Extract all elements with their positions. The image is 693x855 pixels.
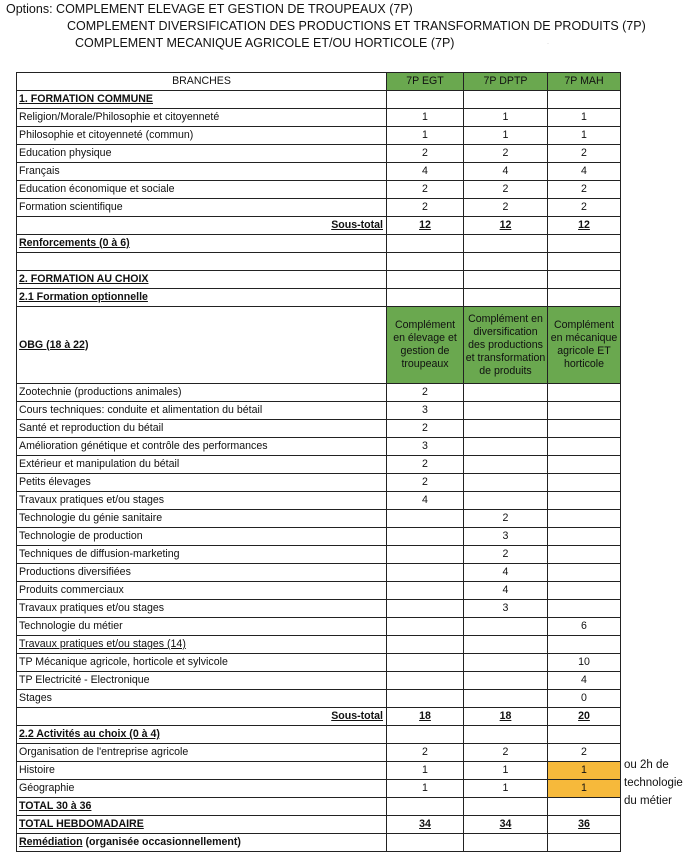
table-cell bbox=[464, 402, 548, 420]
table-cell: Géographie bbox=[17, 780, 387, 798]
table-cell: Travaux pratiques et/ou stages (14) bbox=[17, 636, 387, 654]
subtotal-label: Sous-total bbox=[17, 217, 387, 235]
section-row bbox=[17, 289, 621, 307]
table-cell bbox=[464, 91, 548, 109]
table-cell: Education économique et sociale bbox=[17, 181, 387, 199]
side-note-1: ou 2h de bbox=[624, 759, 669, 771]
table-cell bbox=[464, 690, 548, 708]
table-row bbox=[17, 636, 621, 654]
table-row bbox=[17, 600, 621, 618]
table-cell bbox=[387, 271, 464, 289]
table-row bbox=[17, 492, 621, 510]
table-cell bbox=[548, 438, 621, 456]
table-cell: 2 bbox=[548, 199, 621, 217]
section-row bbox=[17, 235, 621, 253]
table-cell bbox=[548, 726, 621, 744]
table-cell: Santé et reproduction du bétail bbox=[17, 420, 387, 438]
table-cell bbox=[387, 235, 464, 253]
table-cell bbox=[548, 384, 621, 402]
table-cell: 12 bbox=[387, 217, 464, 235]
table-cell: 2 bbox=[464, 181, 548, 199]
table-row bbox=[17, 672, 621, 690]
side-note-2: technologie bbox=[624, 777, 683, 789]
table-cell bbox=[387, 582, 464, 600]
table-cell: 20 bbox=[548, 708, 621, 726]
table-cell: Amélioration génétique et contrôle des performances bbox=[17, 438, 387, 456]
branches-header: BRANCHES bbox=[17, 73, 387, 91]
table-cell bbox=[548, 834, 621, 852]
table-row bbox=[17, 780, 621, 798]
renforcements-title: Renforcements (0 à 6) bbox=[17, 235, 387, 253]
table-cell bbox=[464, 492, 548, 510]
table-cell bbox=[387, 654, 464, 672]
table-cell bbox=[464, 420, 548, 438]
table-row bbox=[17, 384, 621, 402]
table-cell: 12 bbox=[548, 217, 621, 235]
table-cell bbox=[387, 726, 464, 744]
table-row bbox=[17, 546, 621, 564]
table-cell: 4 bbox=[464, 582, 548, 600]
table-cell bbox=[464, 654, 548, 672]
table-cell: 4 bbox=[464, 564, 548, 582]
table-cell: Histoire bbox=[17, 762, 387, 780]
table-cell: Organisation de l'entreprise agricole bbox=[17, 744, 387, 762]
table-cell: Cours techniques: conduite et alimentation du bétail bbox=[17, 402, 387, 420]
col-egt-header: 7P EGT bbox=[387, 73, 464, 91]
table-row bbox=[17, 456, 621, 474]
table-cell: Technologie du génie sanitaire bbox=[17, 510, 387, 528]
table-cell bbox=[548, 600, 621, 618]
table-cell bbox=[464, 834, 548, 852]
remediation-row bbox=[17, 834, 621, 852]
table-cell: 1 bbox=[387, 127, 464, 145]
table-cell: 2 bbox=[387, 456, 464, 474]
table-row bbox=[17, 199, 621, 217]
table-cell bbox=[387, 600, 464, 618]
table-cell bbox=[548, 564, 621, 582]
table-cell: Petits élevages bbox=[17, 474, 387, 492]
table-row bbox=[17, 564, 621, 582]
table-cell: Travaux pratiques et/ou stages bbox=[17, 492, 387, 510]
table-row bbox=[17, 510, 621, 528]
table-cell: 1 bbox=[464, 109, 548, 127]
table-cell bbox=[548, 420, 621, 438]
activites-title: 2.2 Activités au choix (0 à 4) bbox=[17, 726, 387, 744]
table-cell bbox=[464, 384, 548, 402]
table-cell: Extérieur et manipulation du bétail bbox=[17, 456, 387, 474]
table-cell: 1 bbox=[548, 127, 621, 145]
table-cell: 1 bbox=[464, 127, 548, 145]
table-cell bbox=[464, 798, 548, 816]
options-prefix: Options: bbox=[6, 2, 53, 16]
table-cell: 1 bbox=[387, 762, 464, 780]
table-cell bbox=[387, 510, 464, 528]
table-row bbox=[17, 127, 621, 145]
table-cell: 2 bbox=[464, 199, 548, 217]
table-cell bbox=[464, 672, 548, 690]
table-cell: 2 bbox=[387, 420, 464, 438]
subtotal-row bbox=[17, 708, 621, 726]
obg-dptp: Complément en diversification des productions et transformation de produits bbox=[464, 307, 548, 384]
table-row bbox=[17, 528, 621, 546]
section-row bbox=[17, 91, 621, 109]
table-cell: Technologie du métier bbox=[17, 618, 387, 636]
table-cell: 2 bbox=[387, 384, 464, 402]
table-cell: Travaux pratiques et/ou stages bbox=[17, 600, 387, 618]
highlight-cell: 1 bbox=[548, 780, 621, 798]
table-cell: 34 bbox=[464, 816, 548, 834]
total-hebdo-row bbox=[17, 816, 621, 834]
table-cell bbox=[548, 510, 621, 528]
table-cell: 1 bbox=[464, 762, 548, 780]
table-cell bbox=[387, 528, 464, 546]
table-row bbox=[17, 438, 621, 456]
table-row bbox=[17, 654, 621, 672]
table-cell bbox=[387, 618, 464, 636]
table-row bbox=[17, 744, 621, 762]
obg-label: OBG (18 à 22) bbox=[17, 307, 387, 384]
formation-choix-title: 2. FORMATION AU CHOIX bbox=[17, 271, 387, 289]
table-cell bbox=[17, 253, 387, 271]
table-cell bbox=[387, 91, 464, 109]
table-cell bbox=[464, 618, 548, 636]
highlight-cell: 1 bbox=[548, 762, 621, 780]
table-cell: Technologie de production bbox=[17, 528, 387, 546]
table-cell: Education physique bbox=[17, 145, 387, 163]
table-cell: 2 bbox=[387, 199, 464, 217]
table-row bbox=[17, 109, 621, 127]
table-cell bbox=[548, 798, 621, 816]
table-cell bbox=[548, 253, 621, 271]
table-cell: 2 bbox=[464, 145, 548, 163]
total-hebdo-label: TOTAL HEBDOMADAIRE bbox=[17, 816, 387, 834]
table-cell bbox=[464, 253, 548, 271]
table-cell: Stages bbox=[17, 690, 387, 708]
total-label: TOTAL 30 à 36 bbox=[17, 798, 387, 816]
table-row bbox=[17, 163, 621, 181]
table-row bbox=[17, 762, 621, 780]
table-cell bbox=[548, 582, 621, 600]
table-row bbox=[17, 181, 621, 199]
table-cell bbox=[464, 438, 548, 456]
table-cell bbox=[464, 726, 548, 744]
table-cell bbox=[548, 289, 621, 307]
side-note-3: du métier bbox=[624, 795, 672, 807]
table-cell: 0 bbox=[548, 690, 621, 708]
table-cell bbox=[387, 564, 464, 582]
table-cell bbox=[548, 271, 621, 289]
table-cell: 18 bbox=[464, 708, 548, 726]
section-row bbox=[17, 726, 621, 744]
table-cell bbox=[548, 528, 621, 546]
table-header-row bbox=[17, 73, 621, 91]
table-cell: 4 bbox=[387, 163, 464, 181]
table-cell: 4 bbox=[548, 163, 621, 181]
obg-row bbox=[17, 307, 621, 384]
table-cell bbox=[548, 91, 621, 109]
table-cell: 1 bbox=[464, 780, 548, 798]
table-cell bbox=[387, 672, 464, 690]
table-cell: Formation scientifique bbox=[17, 199, 387, 217]
table-row bbox=[17, 582, 621, 600]
table-row bbox=[17, 690, 621, 708]
table-row bbox=[17, 420, 621, 438]
table-cell: 10 bbox=[548, 654, 621, 672]
table-cell: 1 bbox=[548, 109, 621, 127]
table-cell bbox=[548, 474, 621, 492]
subtotal2-label: Sous-total bbox=[17, 708, 387, 726]
table-cell: Produits commerciaux bbox=[17, 582, 387, 600]
table-cell: 1 bbox=[387, 780, 464, 798]
table-cell bbox=[387, 690, 464, 708]
table-cell: Philosophie et citoyenneté (commun) bbox=[17, 127, 387, 145]
table-cell: TP Electricité - Electronique bbox=[17, 672, 387, 690]
formation-commune-title: 1. FORMATION COMMUNE bbox=[17, 91, 387, 109]
table-cell: 2 bbox=[387, 181, 464, 199]
table-cell: 4 bbox=[548, 672, 621, 690]
table-cell: 2 bbox=[387, 474, 464, 492]
table-cell bbox=[548, 402, 621, 420]
table-row bbox=[17, 618, 621, 636]
table-cell: 4 bbox=[387, 492, 464, 510]
total-row bbox=[17, 798, 621, 816]
table-cell: 2 bbox=[387, 145, 464, 163]
schedule-table bbox=[16, 72, 621, 852]
table-cell: 3 bbox=[464, 600, 548, 618]
table-cell: 12 bbox=[464, 217, 548, 235]
table-cell bbox=[548, 235, 621, 253]
table-cell bbox=[464, 636, 548, 654]
table-cell bbox=[548, 636, 621, 654]
table-row bbox=[17, 145, 621, 163]
col-dptp-header: 7P DPTP bbox=[464, 73, 548, 91]
table-cell: 2 bbox=[464, 744, 548, 762]
table-cell: 1 bbox=[387, 109, 464, 127]
table-cell: Zootechnie (productions animales) bbox=[17, 384, 387, 402]
formation-optionnelle-title: 2.1 Formation optionnelle bbox=[17, 289, 387, 307]
table-cell bbox=[464, 235, 548, 253]
table-cell: 3 bbox=[387, 402, 464, 420]
table-cell bbox=[387, 546, 464, 564]
subtotal-row bbox=[17, 217, 621, 235]
option-egt: COMPLEMENT ELEVAGE ET GESTION DE TROUPEAUX (7P) bbox=[56, 2, 413, 16]
remediation-label: Remédiation (organisée occasionnellement) bbox=[17, 834, 387, 852]
table-cell: 2 bbox=[464, 510, 548, 528]
option-mah: COMPLEMENT MECANIQUE AGRICOLE ET/OU HORTICOLE (7P) bbox=[75, 36, 455, 50]
table-cell: 34 bbox=[387, 816, 464, 834]
table-cell: Productions diversifiées bbox=[17, 564, 387, 582]
table-cell: 3 bbox=[387, 438, 464, 456]
table-cell bbox=[387, 636, 464, 654]
col-mah-header: 7P MAH bbox=[548, 73, 621, 91]
table-cell: 2 bbox=[548, 181, 621, 199]
table-cell bbox=[464, 289, 548, 307]
table-cell bbox=[548, 546, 621, 564]
table-cell: 3 bbox=[464, 528, 548, 546]
table-cell: 6 bbox=[548, 618, 621, 636]
table-cell bbox=[548, 456, 621, 474]
table-cell bbox=[464, 456, 548, 474]
table-cell: Religion/Morale/Philosophie et citoyenneté bbox=[17, 109, 387, 127]
table-cell bbox=[464, 474, 548, 492]
obg-mah: Complément en mécanique agricole ET horticole bbox=[548, 307, 621, 384]
option-dptp: COMPLEMENT DIVERSIFICATION DES PRODUCTIONS ET TRANSFORMATION DE PRODUITS (7P) bbox=[67, 19, 646, 33]
table-row bbox=[17, 402, 621, 420]
section-row bbox=[17, 271, 621, 289]
table-cell bbox=[387, 798, 464, 816]
table-cell: 4 bbox=[464, 163, 548, 181]
table-cell: 2 bbox=[548, 744, 621, 762]
table-cell bbox=[464, 271, 548, 289]
table-row bbox=[17, 474, 621, 492]
table-cell: 36 bbox=[548, 816, 621, 834]
table-cell: Français bbox=[17, 163, 387, 181]
table-cell bbox=[387, 834, 464, 852]
table-cell: 2 bbox=[464, 546, 548, 564]
table-cell bbox=[387, 289, 464, 307]
options-line-1 bbox=[6, 2, 413, 17]
table-cell bbox=[387, 253, 464, 271]
empty-row bbox=[17, 253, 621, 271]
table-cell: 2 bbox=[548, 145, 621, 163]
table-cell: Techniques de diffusion-marketing bbox=[17, 546, 387, 564]
table-cell: 18 bbox=[387, 708, 464, 726]
obg-egt: Complément en élevage et gestion de troupeaux bbox=[387, 307, 464, 384]
table-cell bbox=[548, 492, 621, 510]
table-cell: 2 bbox=[387, 744, 464, 762]
table-cell: TP Mécanique agricole, horticole et sylvicole bbox=[17, 654, 387, 672]
